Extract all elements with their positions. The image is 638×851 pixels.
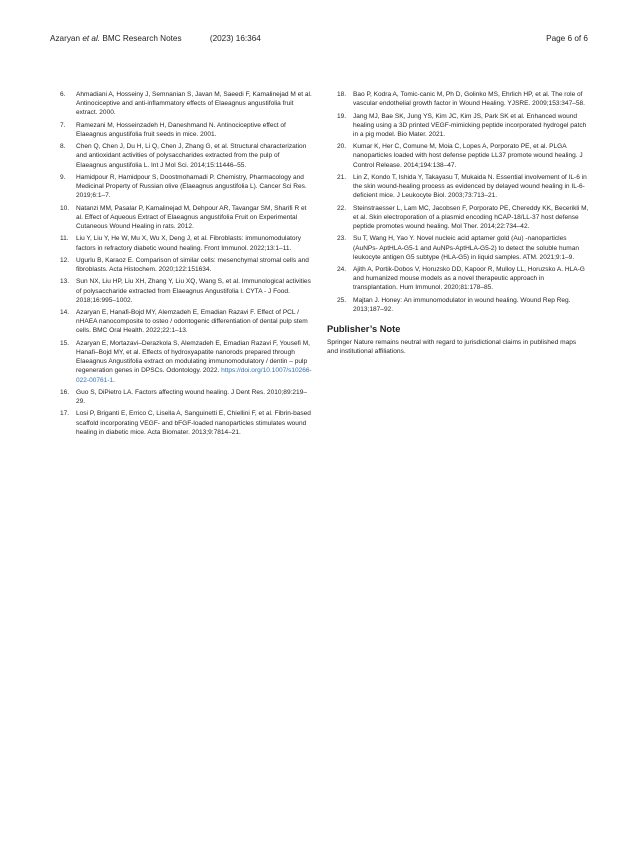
publisher-note-heading: Publisher’s Note [327, 324, 401, 335]
reference-item [50, 409, 312, 437]
reference-text: Ahmadiani A, Hosseiny J, Semnanian S, Javan M, Saeedi F, Kamalinejad M et al. Antinociceptive and anti-inflammatory effects of Elaeagnus angustifolia fruit extract. 2000. [76, 91, 312, 117]
reference-number: 13. [60, 278, 70, 286]
reference-text: Kumar K, Her C, Comune M, Moia C, Lopes A, Porporato PE, et al. PLGA nanoparticles loaded with host defense peptide LL37 promote wound healing. J Control Release. 2014;194:138–47. [353, 143, 583, 169]
reference-number: 8. [60, 143, 66, 151]
reference-number: 22. [337, 204, 347, 212]
reference-text: Guo S, DiPietro LA. Factors affecting wound healing. J Dent Res. 2010;89:219–29. [76, 388, 307, 406]
reference-item [327, 112, 589, 140]
reference-number: 16. [60, 388, 70, 396]
reference-item [50, 277, 312, 305]
reference-number: 15. [60, 339, 70, 347]
reference-number: 21. [337, 173, 347, 181]
reference-number: 18. [337, 91, 347, 98]
reference-text: Liu Y, Liu Y, He W, Mu X, Wu X, Deng J, et al. Fibroblasts: immunomodulatory factors in refractory diabetic wound healing. Front Immunol. 2022;13:1–11. [76, 235, 302, 252]
reference-item [50, 142, 312, 170]
reference-item [50, 234, 312, 252]
page-number: Page 6 of 6 [546, 34, 588, 43]
reference-number: 11. [60, 235, 69, 243]
reference-item [327, 90, 589, 108]
reference-number: 17. [60, 410, 70, 418]
reference-number: 10. [60, 204, 70, 212]
reference-number: 24. [337, 266, 347, 274]
running-head [50, 34, 261, 43]
reference-text: Jang MJ, Bae SK, Jung YS, Kim JC, Kim JS, Park SK et al. Enhanced wound healing using a 3D printed VEGF-mimicking peptide incorporated hydrogel patch in a pig model. Bio Mater. 2021. [353, 112, 587, 138]
reference-column-left [50, 90, 312, 440]
running-head-etal: et al. [82, 34, 101, 43]
reference-text: Ugurlu B, Karaoz E. Comparison of similar cells: mesenchymal stromal cells and fibroblasts. Acta Histochem. 2020;122:151634. [76, 256, 309, 274]
reference-text: Bao P, Kodra A, Tomic-canic M, Ph D, Golinko MS, Ehrlich HP, et al. The role of vascular endothelial growth factor in Wound Healing. YJSRE. 2009;153:347–58. [353, 91, 585, 108]
reference-text: Natanzi MM, Pasalar P, Kamalinejad M, Dehpour AR, Tavangar SM, Sharifi R et al. Effect of Aqueous Extract of Elaeagnus angustifolia Fruit on Experimental Cutaneous Wound Healing in rats. 2012. [76, 204, 307, 231]
reference-text: Azaryan E, Mortazavi–Derazkola S, Alemzadeh E, Emadian Razavi F, Yousefi M, Hanafi–Bojd MY, et al. Effects of hydroxyapatite nanorods prepared through Elaeagnus Angustifolia extract on modulating immunomodulatory / dentin – pulp regeneration genes in DPSCs. Odontology. 2022. [76, 339, 310, 375]
reference-text: Sun NX, Liu HP, Liu XH, Zhang Y, Liu XQ, Wang S, et al. Immunological activities of polysaccharide extracted from Elaeagnus Angustifolia l. CYTA - J Food. 2018;16:995–1002. [76, 278, 311, 304]
reference-item [50, 256, 312, 274]
reference-item [50, 121, 312, 139]
reference-number: 12. [60, 256, 70, 264]
reference-text: Steinstraesser L, Lam MC, Jacobsen F, Porporato PE, Chereddy KK, Becerikli M, et al. Skin electroporation of a plasmid encoding hCAP-18/LL-37 host defense peptide promotes wound healing. Mol Ther. 2014;22:734–42. [353, 204, 589, 231]
reference-number: 6. [60, 91, 66, 98]
reference-text: Ramezani M, Hosseinzadeh H, Daneshmand N. Antinociceptive effect of Elaeagnus angustifolia fruit seeds in mice. 2001. [76, 121, 286, 138]
reference-item [50, 204, 312, 232]
reference-item [50, 173, 312, 201]
doi-link[interactable]: https://doi.org/10.1007/s10266-022-00761-1 [76, 367, 312, 384]
reference-number: 25. [337, 296, 347, 304]
reference-number: 7. [60, 121, 66, 129]
reference-item [327, 234, 589, 262]
page-header [50, 34, 588, 48]
reference-number: 20. [337, 143, 347, 151]
running-head-journal: BMC Research Notes [102, 34, 182, 43]
reference-list-left [50, 90, 312, 437]
reference-item [50, 339, 312, 385]
reference-text: Azaryan E, Hanafi-Bojd MY, Alemzadeh E, Emadian Razavi F. Effect of PCL / nHAEA nanocomposite to osteo / odontogenic differentiation of dental pulp stem cells. BMC Oral Health. 2022;22:1–13. [76, 309, 308, 335]
reference-text: Su T, Wang H, Yao Y. Novel nucleic acid aptamer gold (Au) -nanoparticles (AuNPs- AptHLA-G5-1 and AuNPs-AptHLA-G5-2) to detect the soluble human leukocyte antigen G5 subtype (HLA-G5) in liquid samples. ATM. 2021;9:1–9. [353, 235, 579, 261]
reference-item [50, 90, 312, 118]
reference-number: 23. [337, 235, 347, 243]
reference-tail: . [113, 376, 115, 384]
reference-item [50, 308, 312, 336]
reference-number: 14. [60, 309, 70, 317]
reference-number: 9. [60, 173, 66, 181]
reference-text: Majtan J. Honey: An immunomodulator in wound healing. Wound Rep Reg. 2013;187–92. [353, 296, 571, 313]
reference-item [327, 142, 589, 170]
running-head-year: (2023) 16:364 [209, 34, 261, 43]
reference-item [327, 204, 589, 232]
reference-text: Ajith A, Portik-Dobos V, Horuzsko DD, Kapoor R, Mulloy LL, Horuzsko A. HLA-G and humanized mouse models as a novel therapeutic approach in transplantation. Hum Immunol. 2020;81:178–85. [353, 266, 585, 292]
reference-number: 19. [337, 112, 347, 120]
reference-text: Hamidpour R, Hamidpour S, Doostmohamadi P. Chemistry, Pharmacology and Medicinal Property of Russian olive (Elaeagnus angustifolia L). Cancer Sci Res. 2019;6:1–7. [76, 173, 307, 200]
publisher-note-text: Springer Nature remains neutral with regard to jurisdictional claims in published maps and institutional affiliations. [327, 339, 577, 356]
reference-text: Lin Z, Kondo T, Ishida Y, Takayasu T, Mukaida N. Essential involvement of IL-6 in the skin wound-healing process as evidenced by delayed wound healing in IL-6-deficient mice. J Leukocyte Biol. 2003;73:713–21. [353, 173, 587, 200]
reference-text: Losi P, Briganti E, Errico C, Lisella A, Sanguinetti E, Chiellini F, et al. Fibrin-based scaffold incorporating VEGF- and bFGF-loaded nanoparticles stimulates wound healing in diabetic mice. Acta Biomater. 2013;9:7814–21. [76, 410, 311, 436]
reference-item [50, 388, 312, 406]
running-head-author: Azaryan [50, 34, 81, 43]
reference-item [327, 265, 589, 293]
reference-list-right [327, 90, 589, 314]
reference-item [327, 296, 589, 314]
reference-column-right [327, 90, 589, 357]
reference-item [327, 173, 589, 201]
reference-text: Chen Q, Chen J, Du H, Li Q, Chen J, Zhang G, et al. Structural characterization and antioxidant activities of polysaccharides extracted from the pulp of Elaeagnus angustifolia L. Int J Mol Sci. 2014;15:11446–55. [76, 143, 307, 169]
